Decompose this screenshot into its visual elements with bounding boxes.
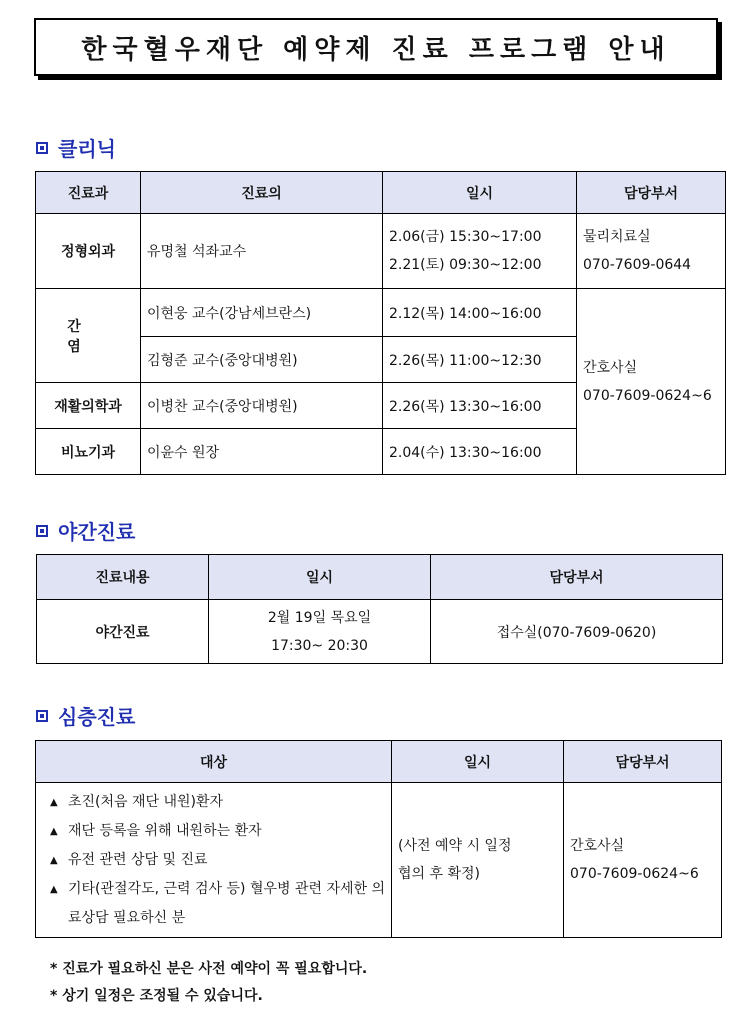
table-row: [36, 214, 726, 289]
section-heading-clinic: 클리닉: [36, 133, 116, 162]
list-item: ▲ 유전 관련 상담 및 진료: [46, 846, 385, 875]
col-header-office: 담당부서: [577, 172, 726, 214]
section-heading-deep: 심층진료: [36, 701, 135, 730]
list-item: ▲ 기타(관절각도, 근력 검사 등) 혈우병 관련 자세한 의료상담 필요하신 분: [46, 875, 385, 933]
content-cell: 야간진료: [37, 600, 209, 664]
list-item: ▲ 초진(처음 재단 내원)환자: [46, 788, 385, 817]
page-title: 한국혈우재단 예약제 진료 프로그램 안내: [34, 18, 718, 76]
date-cell: 2.04(수) 13:30~16:00: [383, 429, 577, 475]
target-list: [42, 788, 385, 933]
col-header-date: 일시: [392, 741, 564, 783]
dept-cell: 비뇨기과: [36, 429, 141, 475]
list-item: ▲ 재단 등록을 위해 내원하는 환자: [46, 817, 385, 846]
dept-cell: 재활의학과: [36, 383, 141, 429]
triangle-bullet-icon: ▲: [50, 883, 58, 895]
dept-cell: 정형외과: [36, 214, 141, 289]
triangle-bullet-icon: ▲: [50, 854, 58, 866]
note-reservation: * 진료가 필요하신 분은 사전 예약이 꼭 필요합니다.: [50, 961, 368, 977]
note-schedule: * 상기 일정은 조정될 수 있습니다.: [50, 988, 263, 1004]
col-header-content: 진료내용: [37, 555, 209, 600]
square-bullet-icon: [36, 525, 48, 537]
col-header-office: 담당부서: [431, 555, 723, 600]
doctor-cell: 유명철 석좌교수: [141, 214, 383, 289]
dept-cell: 간 염: [36, 289, 141, 383]
table-row: [36, 289, 726, 337]
date-cell: 2.26(목) 11:00~12:30: [383, 337, 577, 383]
office-cell: 간호사실 070-7609-0624~6: [564, 783, 722, 938]
date-cell: 2.06(금) 15:30~17:00 2.21(토) 09:30~12:00: [383, 214, 577, 289]
table-row: [37, 600, 723, 664]
col-header-office: 담당부서: [564, 741, 722, 783]
deep-table: [35, 740, 722, 938]
target-cell: [36, 783, 392, 938]
section-heading-night: 야간진료: [36, 516, 135, 545]
date-cell: 2.26(목) 13:30~16:00: [383, 383, 577, 429]
col-header-dept: 진료과: [36, 172, 141, 214]
square-bullet-icon: [36, 710, 48, 722]
date-cell: 2.12(목) 14:00~16:00: [383, 289, 577, 337]
triangle-bullet-icon: ▲: [50, 825, 58, 837]
doctor-cell: 이윤수 원장: [141, 429, 383, 475]
square-bullet-icon: [36, 142, 48, 154]
table-row: [36, 783, 722, 938]
date-cell: 2월 19일 목요일 17:30~ 20:30: [209, 600, 431, 664]
doctor-cell: 이병찬 교수(중앙대병원): [141, 383, 383, 429]
office-cell: 접수실(070-7609-0620): [431, 600, 723, 664]
col-header-date: 일시: [209, 555, 431, 600]
office-cell: 간호사실 070-7609-0624~6: [577, 289, 726, 475]
doctor-cell: 김형준 교수(중앙대병원): [141, 337, 383, 383]
office-cell: 물리치료실 070-7609-0644: [577, 214, 726, 289]
doctor-cell: 이현웅 교수(강남세브란스): [141, 289, 383, 337]
triangle-bullet-icon: ▲: [50, 796, 58, 808]
night-table: [36, 554, 723, 664]
col-header-target: 대상: [36, 741, 392, 783]
col-header-doctor: 진료의: [141, 172, 383, 214]
clinic-table: [35, 171, 726, 475]
date-cell: (사전 예약 시 일정 협의 후 확정): [392, 783, 564, 938]
col-header-date: 일시: [383, 172, 577, 214]
